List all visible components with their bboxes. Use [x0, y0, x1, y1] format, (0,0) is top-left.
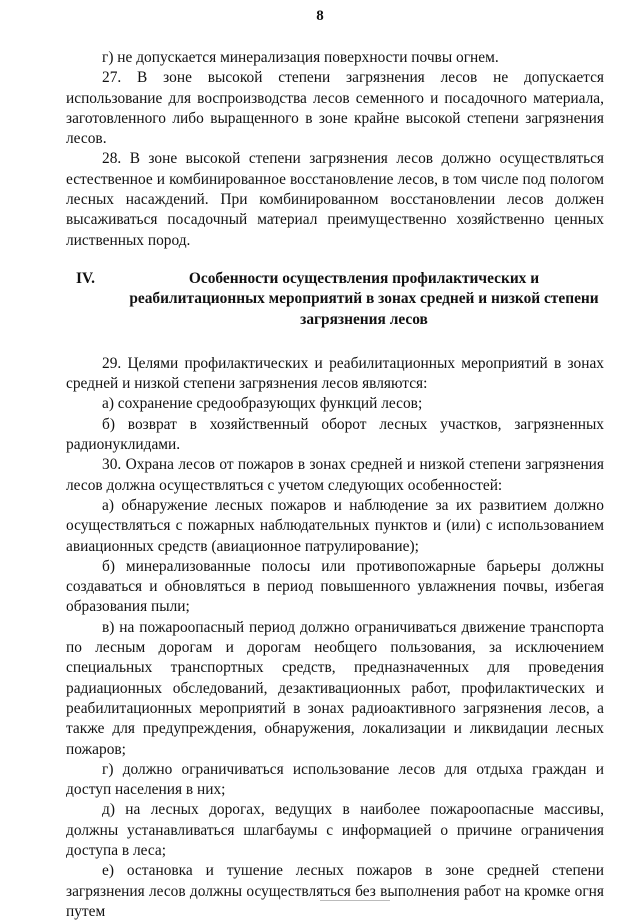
paragraph-27: 27. В зоне высокой степени загрязнения лесов не допускается использование для воспроизводства лесов семенного и посадочного материала, заготовленного либо выращенного в зоне крайне высокой степени загрязнения лесов.	[66, 69, 604, 148]
paragraph-29-a: а) сохранение средообразующих функций лесов;	[102, 395, 423, 413]
paragraph-30-a: а) обнаружение лесных пожаров и наблюдение за их развитием должно осуществляться с пожарных наблюдательных пунктов и (или) с использованием авиационных средств (авиационное патрулирование);	[66, 496, 604, 555]
paragraph-30-b: б) минерализованные полосы или противопожарные барьеры должны создаваться и обновляться в период повышенного увлажнения почвы, избегая образования пыли;	[66, 557, 604, 616]
section-heading	[66, 269, 604, 330]
paragraph-29-b: б) возврат в хозяйственный оборот лесных участков, загрязненных радионуклидами.	[66, 415, 604, 454]
scan-edge-mark	[320, 900, 390, 901]
paragraph-30-g: г) должно ограничиваться использование лесов для отдыха граждан и доступ населения в них;	[66, 760, 604, 799]
paragraph-29: 29. Целями профилактических и реабилитационных мероприятий в зонах средней и низкой степени загрязнения лесов являются:	[66, 354, 604, 393]
paragraph-g-mineralization: г) не допускается минерализация поверхности почвы огнем.	[102, 49, 499, 66]
paragraph-30-d: д) на лесных дорогах, ведущих в наиболее пожароопасные массивы, должны устанавливаться шлагбаумы с информацией о причине ограничения доступа в леса;	[66, 801, 604, 859]
document-body	[66, 48, 604, 922]
section-number: IV.	[76, 269, 95, 287]
page-number: 8	[316, 8, 324, 24]
paragraph-28: 28. В зоне высокой степени загрязнения лесов должно осуществляться естественное и комбинированное восстановление лесов, в том числе под пологом лесных насаждений. При комбинированном восстановлении лесов должен высаживаться посадочный материал преимущественно хозяйственно ценных лиственных пород.	[66, 150, 604, 249]
paragraph-30-v: в) на пожароопасный период должно ограничиваться движение транспорта по лесным дорогам и дорогам необщего пользования, за исключением специальных транспортных средств, предназначенных для проведения радиационных обследований, дезактивационных работ, профилактических и реабилитационных мероприятий в зонах радиоактивного загрязнения лесов, а также для предупреждения, обнаружения, локализации и ликвидации лесных пожаров;	[66, 618, 604, 758]
section-title: Особенности осуществления профилактических и реабилитационных мероприятий в зонах средней и низкой степени загрязнения лесов	[129, 269, 599, 328]
paragraph-30-e: е) остановка и тушение лесных пожаров в зоне средней степени загрязнения лесов должны осуществляться без выполнения работ на кромке огня путем	[66, 862, 604, 920]
paragraph-30: 30. Охрана лесов от пожаров в зонах средней и низкой степени загрязнения лесов должна осуществляться с учетом следующих особенностей:	[66, 456, 604, 494]
